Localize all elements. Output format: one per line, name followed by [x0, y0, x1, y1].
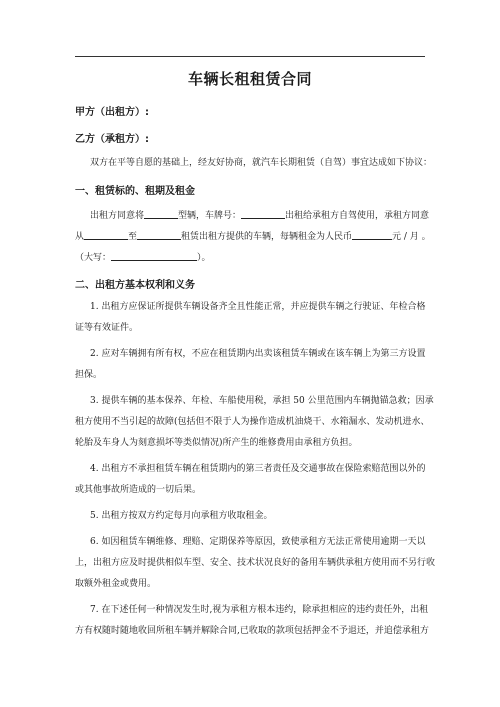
vehicle-model-blank[interactable] — [144, 209, 178, 219]
clause-3-line: 轮胎及车身人为刻意损坏等类似情况)所产生的维修费用由承租方负担。 — [75, 438, 358, 448]
clause-3-line: 租方使用不当引起的故障(包括但不限于人为操作造成机油烧干、水箱漏水、发动机进水、 — [75, 417, 430, 427]
clause-7-line: 方有权随时随地收回所租车辆并解除合同,已收取的款项包括押金不予退还，并追偿承租方 — [75, 626, 429, 636]
text-segment: 型辆，车牌号： — [178, 211, 242, 221]
text-segment: 至 — [128, 232, 138, 242]
clause-1-line: 证等有效证件。 — [75, 323, 139, 333]
clause-7-line: 7. 在下述任何一种情况发生时,视为承租方根本违约，除承担相应的违约责任外，出租 — [90, 605, 429, 615]
section1-heading: 一、租赁标的、租期及租金 — [75, 186, 195, 197]
section1-line1 — [90, 209, 429, 222]
section1-line2 — [75, 230, 431, 243]
intro-paragraph: 双方在平等自愿的基础上，经友好协商，就汽车长期租赁（自驾）事宜达成如下协议： — [90, 158, 433, 168]
plate-number-blank[interactable] — [241, 209, 285, 219]
clause-6-line: 上，出租方应及时提供相似车型、安全、技术状况良好的备用车辆供承租方使用而不另行收 — [75, 558, 436, 568]
start-date-blank[interactable] — [84, 230, 128, 240]
clause-2-line: 担保。 — [75, 370, 103, 380]
rent-amount-blank[interactable] — [352, 230, 392, 240]
text-segment: 元 / 月 。 — [392, 232, 431, 242]
clause-4-line: 4. 出租方不承担租赁车辆在租赁期内的第三者责任及交通事故在保险索赔范围以外的 — [90, 464, 426, 474]
text-segment: 租赁出租方提供的车辆，每辆租金为人民币 — [181, 232, 353, 242]
text-segment: ）。 — [197, 253, 211, 263]
clause-2-line: 2. 应对车辆拥有所有权，不应在租赁期内出卖该租赁车辆或在该车辆上为第三方设置 — [90, 349, 426, 359]
section1-line3 — [75, 251, 211, 264]
clause-5-line: 5. 出租方按双方约定每月向承租方收取租金。 — [90, 511, 273, 521]
clause-6-line: 6. 如因租赁车辆维修、理赔、定期保养等原因，致使承租方无法正常使用逾期一天以 — [90, 537, 426, 547]
top-rule — [75, 56, 425, 57]
party-b-label: 乙方（承租方）: — [75, 134, 149, 145]
text-segment: （大写： — [75, 253, 112, 263]
clause-6-line: 取额外租金或费用。 — [75, 579, 157, 589]
text-segment: 出租方同意将 — [90, 211, 145, 221]
text-segment: 从 — [75, 232, 85, 242]
section2-heading: 二、出租方基本权利和义务 — [75, 280, 195, 291]
amount-in-words-blank[interactable] — [111, 251, 197, 261]
clause-3-line: 3. 提供车辆的基本保养、年检、车船使用税，承担 50 公里范围内车辆抛锚急救；因承 — [90, 396, 434, 406]
document-title: 车辆长租租赁合同 — [187, 70, 312, 88]
clause-1-line: 1. 出租方应保证所提供车辆设备齐全且性能正常，并应提供车辆之行驶证、年检合格 — [90, 302, 426, 312]
end-date-blank[interactable] — [137, 230, 181, 240]
clause-4-line: 或其他事故所造成的一切后果。 — [75, 485, 202, 495]
party-a-label: 甲方（出租方）: — [75, 107, 149, 118]
text-segment: 出租给承租方自驾使用，承租方同意 — [285, 211, 430, 221]
